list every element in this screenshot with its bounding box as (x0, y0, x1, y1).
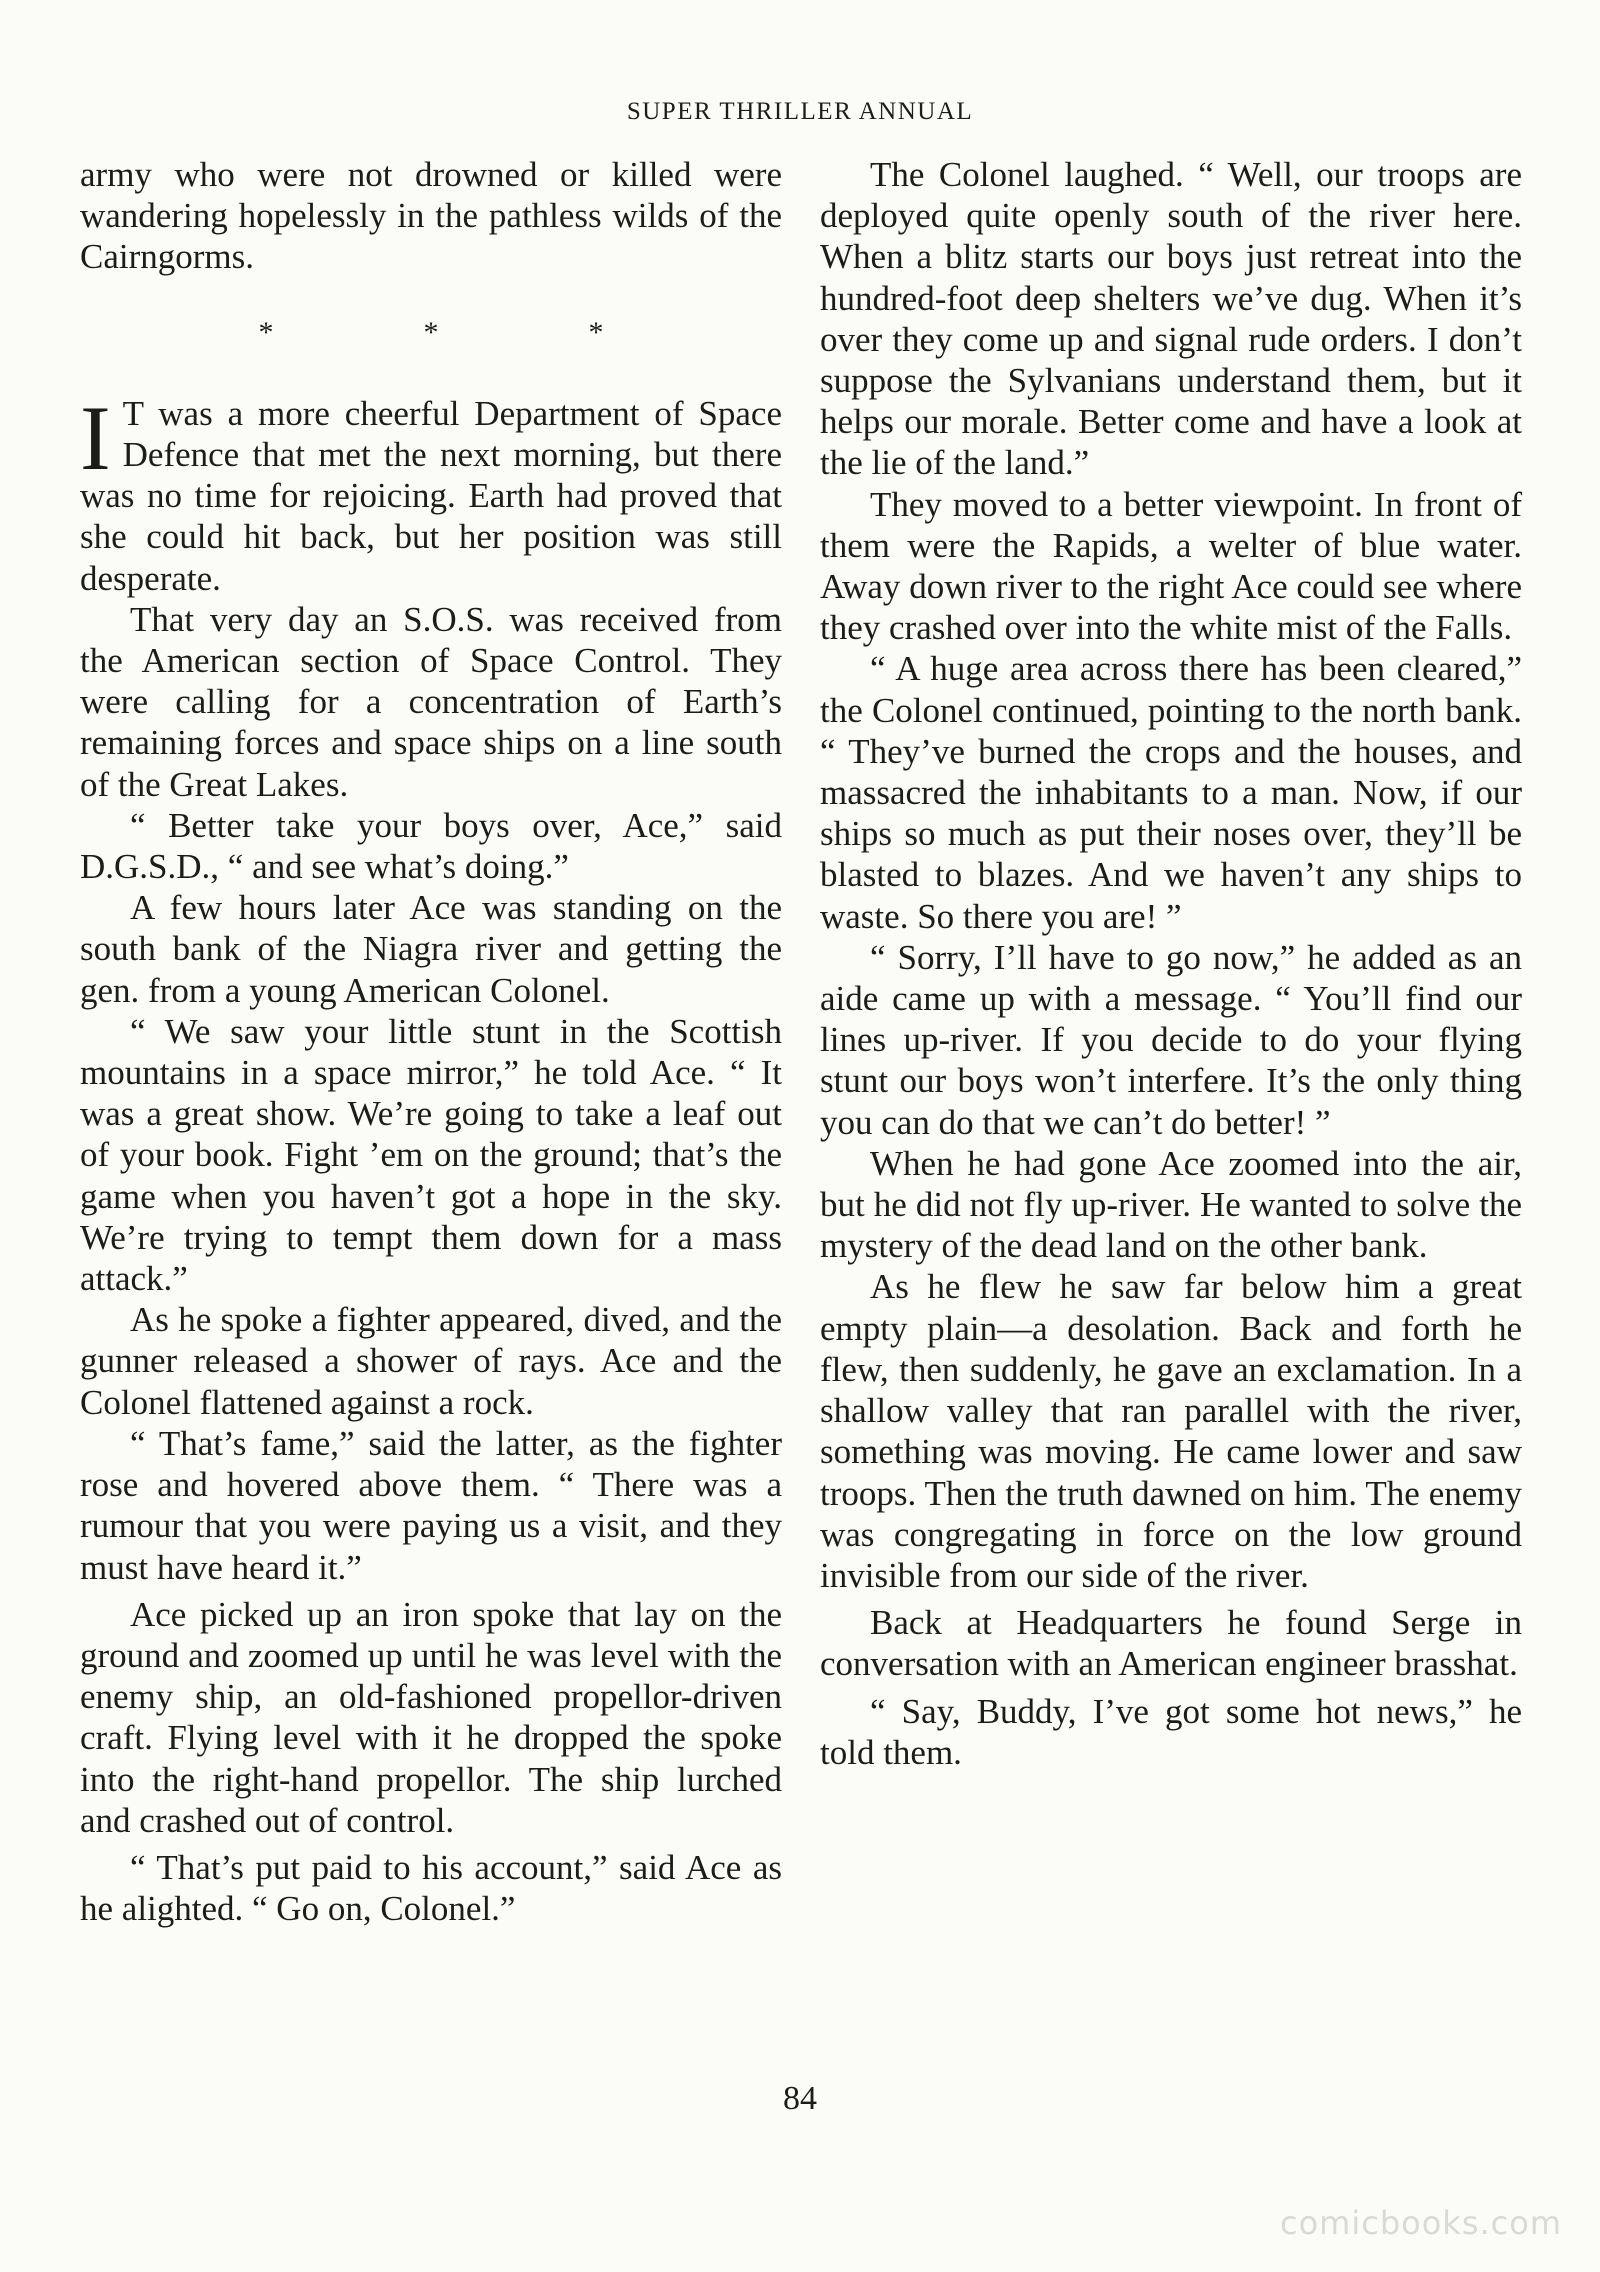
paragraph: “ That’s put paid to his account,” said Ace as he alighted. “ Go on, Colonel.” (80, 1847, 782, 1929)
drop-cap: I (80, 386, 111, 489)
separator-star: * (258, 315, 274, 349)
section-separator (80, 312, 782, 353)
paragraph: “ A huge area across there has been cleared,” the Colonel continued, pointing to the north bank. “ They’ve burned the crops and the houses, and massacred the inhabitants to a man. Now, if our ships so much as put their noses over, they’ll be blasted to blazes. And we haven’t any ships to waste. So there you are! ” (820, 649, 1522, 936)
right-column (820, 154, 1522, 1773)
paragraph: As he spoke a fighter appeared, dived, and the gunner released a shower of rays. Ace and the Colonel flattened against a rock. (80, 1300, 782, 1422)
paragraph: They moved to a better viewpoint. In front of them were the Rapids, a welter of blue water. Away down river to the right Ace could see where they crashed over into the white mist of the Falls. (820, 484, 1522, 648)
paragraph: That very day an S.O.S. was received from the American section of Space Control. They were calling for a concentration of Earth’s remaining forces and space ships on a line south of the Great Lakes. (80, 599, 782, 804)
paragraph: Ace picked up an iron spoke that lay on the ground and zoomed up until he was level with the enemy ship, an old-fashioned propellor-driven craft. Flying level with it he dropped the spoke into the right-hand propellor. The ship lurched and crashed out of control. (80, 1594, 782, 1840)
paragraph: A few hours later Ace was standing on the south bank of the Niagra river and getting the gen. from a young American Colonel. (80, 888, 782, 1010)
paragraph: “ Say, Buddy, I’ve got some hot news,” he told them. (820, 1691, 1522, 1772)
paragraph: “ We saw your little stunt in the Scottish mountains in a space mirror,” he told Ace. “ It was a great show. We’re going to take a leaf out of your book. Fight ’em on the ground; that’s the game when you haven’t got a hope in the sky. We’re trying to tempt them down for a mass attack.” (80, 1011, 782, 1299)
paragraph (80, 386, 782, 599)
separator-star: * (423, 315, 439, 349)
paragraph: army who were not drowned or killed were wandering hopelessly in the pathless wilds of the Cairngorms. (80, 155, 782, 277)
watermark: comicbooks.com (1279, 2204, 1562, 2242)
paragraph: Back at Headquarters he found Serge in conversation with an American engineer brasshat. (820, 1603, 1522, 1684)
separator-star: * (588, 315, 604, 349)
paragraph: As he flew he saw far below him a great empty plain—a desolation. Back and forth he flew, then suddenly, he gave an exclamation. In a shallow valley that ran parallel with the river, something was moving. He came lower and saw troops. Then the truth dawned on him. The enemy was congregating in force on the low ground invisible from our side of the river. (820, 1267, 1522, 1595)
paragraph: When he had gone Ace zoomed into the air, but he did not fly up-river. He wanted to solve the mystery of the dead land on the other bank. (820, 1143, 1522, 1266)
paragraph: “ That’s fame,” said the latter, as the fighter rose and hovered above them. “ There was a rumour that you were paying us a visit, and they must have heard it.” (80, 1423, 782, 1587)
paragraph: “ Better take your boys over, Ace,” said D.G.S.D., “ and see what’s doing.” (80, 805, 782, 887)
paragraph: “ Sorry, I’ll have to go now,” he added as an aide came up with a message. “ You’ll find our lines up-river. If you decide to do your flying stunt our boys won’t interfere. It’s the only thing you can do that we can’t do better! ” (820, 937, 1522, 1142)
left-column (80, 154, 782, 1929)
running-header: SUPER THRILLER ANNUAL (626, 98, 974, 125)
page-number: 84 (783, 2080, 817, 2117)
paragraph: The Colonel laughed. “ Well, our troops are deployed quite openly south of the river here. When a blitz starts our boys just retreat into the hundred-foot deep shelters we’ve dug. When it’s over they come up and signal rude orders. I don’t suppose the Sylvanians understand them, but it helps our morale. Better come and have a look at the lie of the land.” (820, 155, 1522, 483)
paragraph-text: T was a more cheerful Department of Space Defence that met the next morning, but there was no time for rejoicing. Earth had proved that she could hit back, but her position was still desperate. (80, 393, 782, 598)
